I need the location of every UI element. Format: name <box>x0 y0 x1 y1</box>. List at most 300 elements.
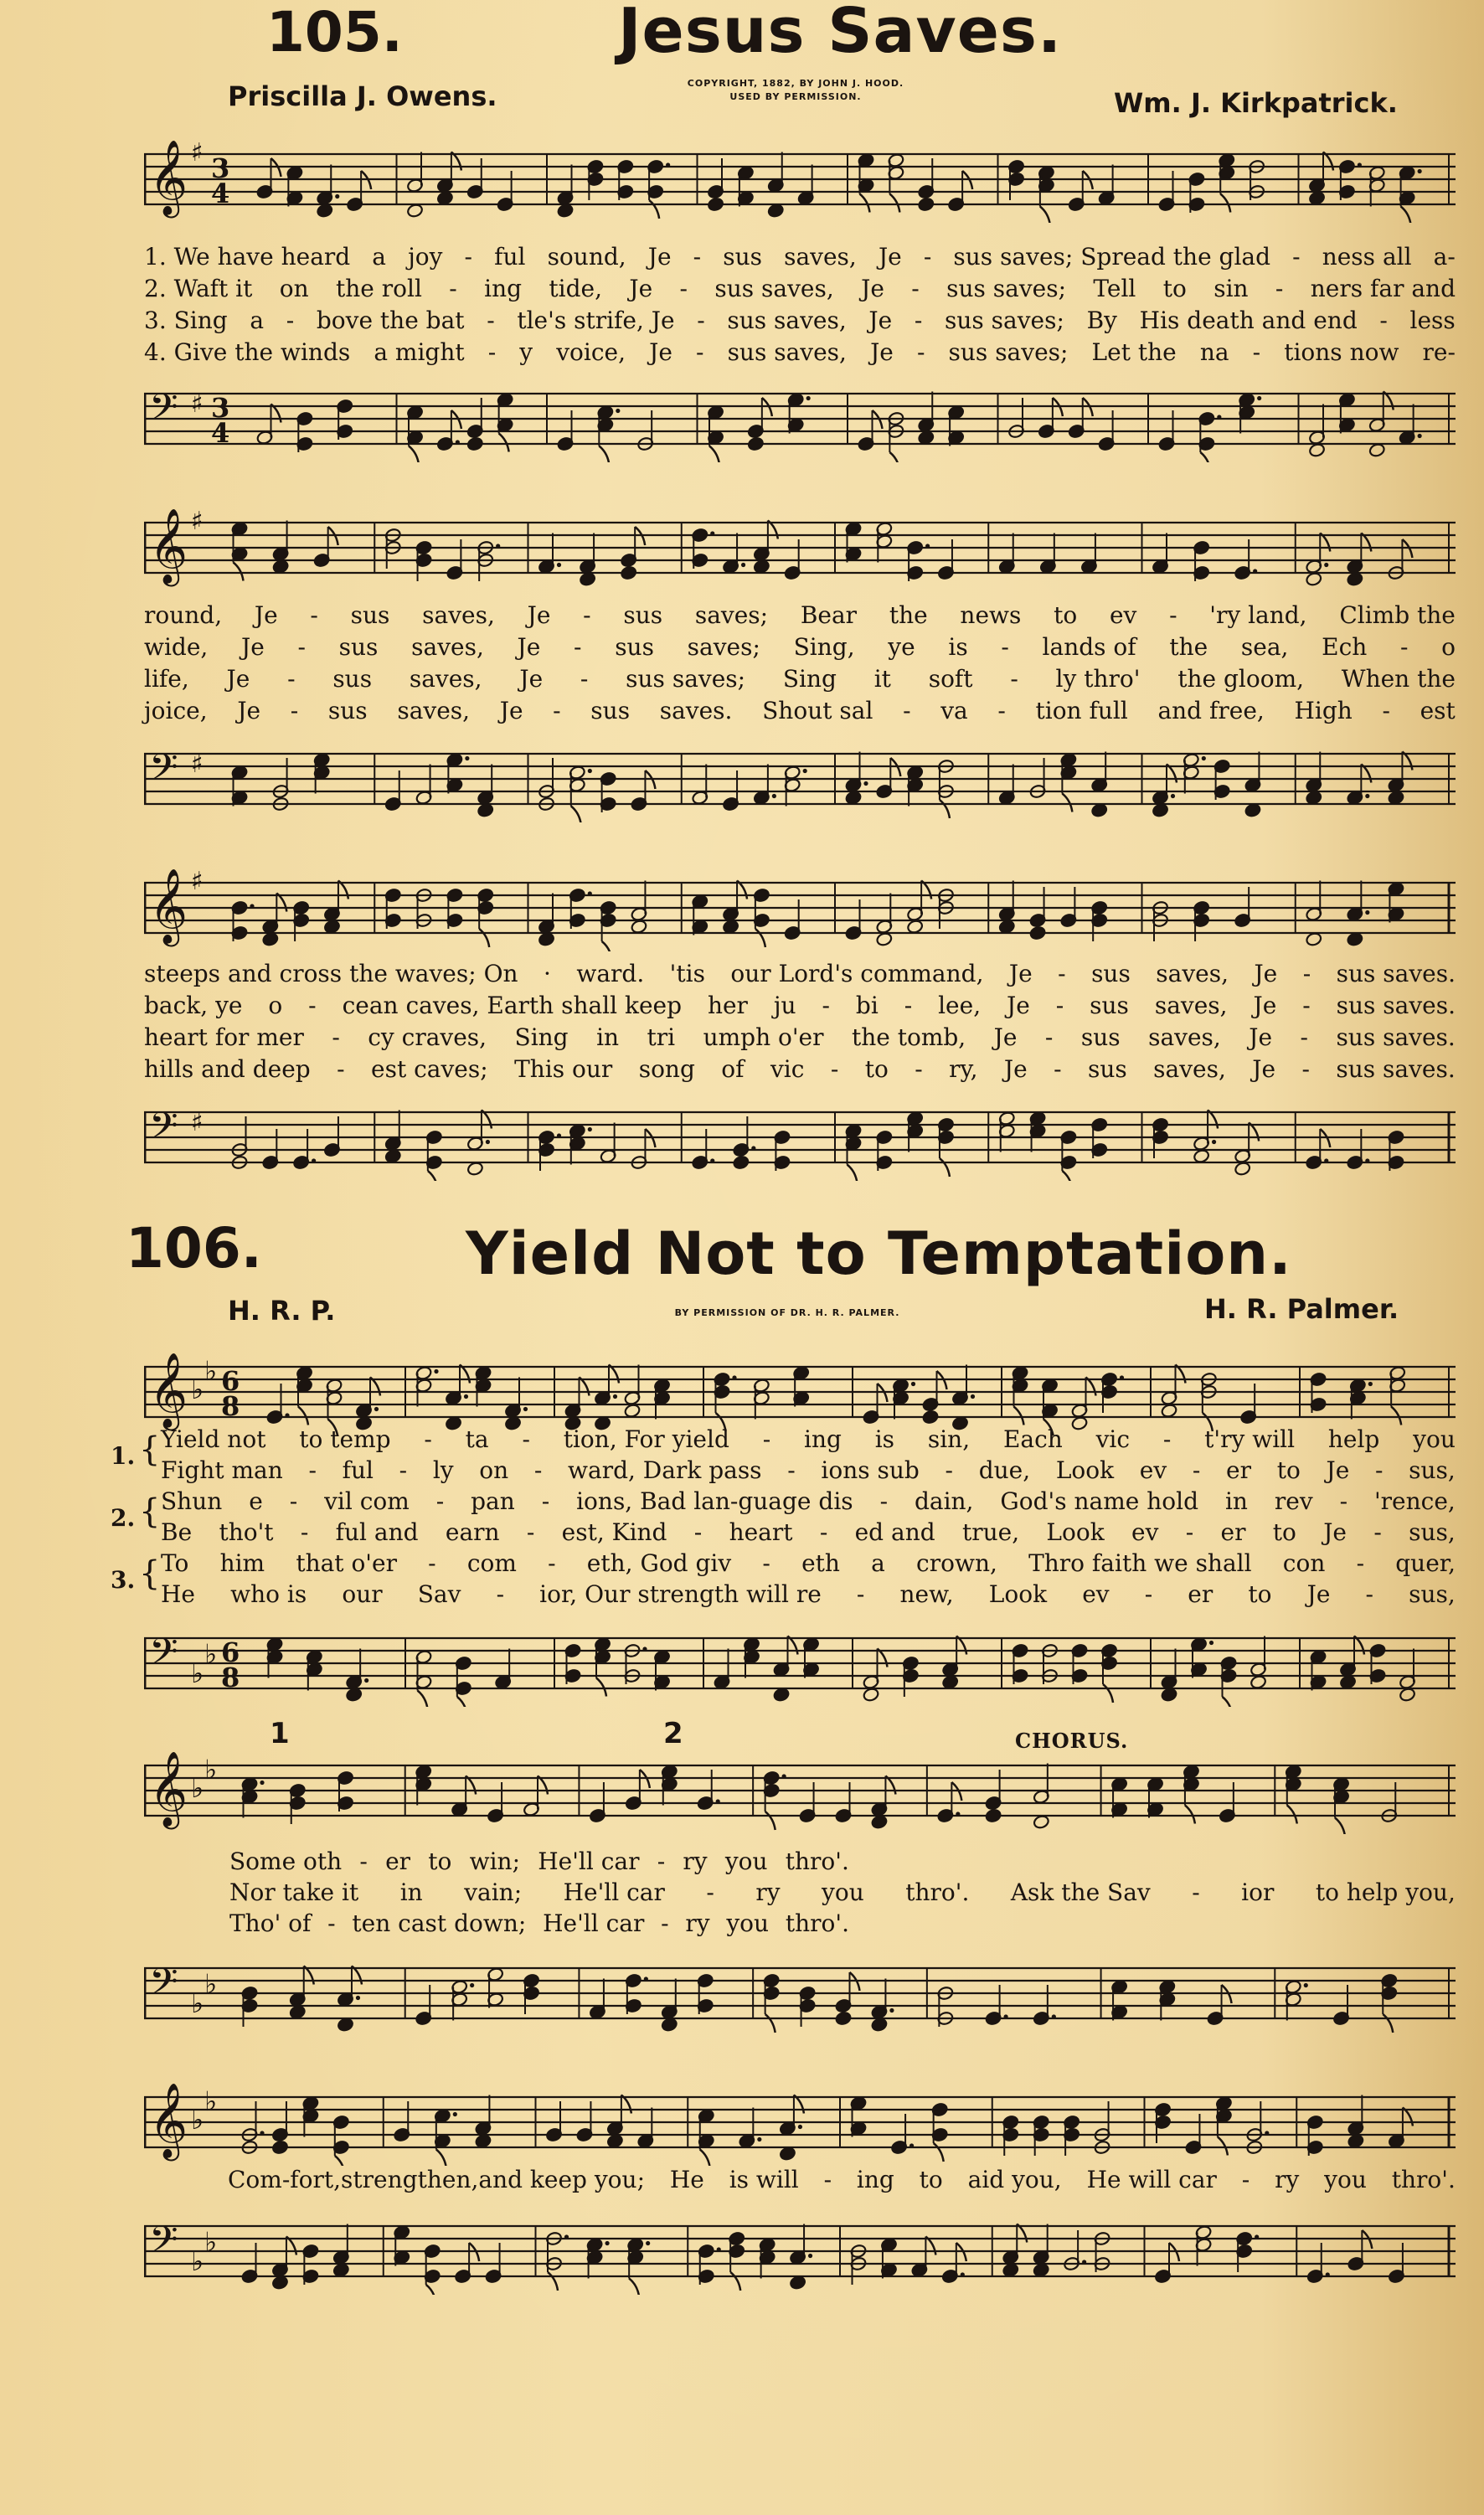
lyric-syllable: His death and end <box>1139 307 1358 334</box>
note-dot <box>356 1996 360 2000</box>
copyright-line-2: USED BY PERMISSION. <box>729 91 862 102</box>
verse-number: 3. <box>111 1566 136 1594</box>
note-dot <box>588 891 592 895</box>
note-head <box>835 2011 852 2026</box>
note-dot <box>453 2112 457 2116</box>
lyric-syllable: and free, <box>1157 697 1265 724</box>
lyric-syllable: to temp <box>299 1425 391 1453</box>
note-head <box>477 802 493 817</box>
lyric-syllable: ten cast down; <box>352 1909 527 1937</box>
lyric-syllable: Je <box>647 243 672 271</box>
note-dot <box>1324 1158 1328 1162</box>
copyright-line-1: COPYRIGHT, 1882, BY JOHN J. HOOD. <box>687 78 904 89</box>
note-dot <box>486 1140 490 1144</box>
note-flag <box>571 807 581 823</box>
lyric-syllable: - <box>449 275 457 302</box>
lyric-syllable: - <box>916 338 925 366</box>
lyric-syllable: our Lord's command, <box>730 960 984 987</box>
lyric-syllable: - <box>697 307 705 334</box>
note-flag <box>1218 2137 1228 2156</box>
treble-clef-icon: 𝄞 <box>149 868 188 944</box>
lyric-syllable: 3. Sing <box>144 307 228 334</box>
hymn-105-title: Jesus Saves. <box>618 0 1063 67</box>
note-dot <box>260 1781 264 1785</box>
lyric-syllable: to help you, <box>1315 1879 1456 1906</box>
lyric-syllable: - <box>1162 1425 1172 1453</box>
lyric-syllable: Shout sal <box>762 697 873 724</box>
lyric-syllable: in <box>399 1879 423 1906</box>
lyric-syllable: sound, <box>547 243 626 271</box>
lyric-syllable: sus saves, <box>727 307 847 334</box>
lyric-syllable: Each <box>1002 1425 1063 1453</box>
lyric-syllable: a <box>250 307 265 334</box>
lyric-syllable: tions now <box>1284 338 1399 366</box>
lyric-syllable: Thro faith we shall <box>1028 1549 1252 1577</box>
lyric-syllable: ry <box>683 1848 708 1875</box>
lyric-syllable: Yield not <box>161 1425 266 1453</box>
note-head <box>922 1410 939 1425</box>
note-dot <box>925 544 930 548</box>
lyric-syllable: who is <box>230 1580 307 1608</box>
lyric-syllable: - <box>787 1456 796 1484</box>
lyric-syllable: to <box>428 1848 452 1875</box>
note-head <box>272 559 289 574</box>
lyric-syllable: to <box>1276 1456 1301 1484</box>
lyric-syllable: He'll car <box>543 1909 645 1937</box>
note-head <box>466 436 483 451</box>
lyric-syllable: Je <box>1323 1518 1347 1546</box>
note-dot <box>456 440 460 444</box>
lyric-syllable: - <box>332 1023 340 1051</box>
note-head <box>557 203 574 218</box>
hymn-105-number: 105. <box>266 0 403 64</box>
lyric-syllable: her <box>707 992 748 1019</box>
lyric-syllable: Nor take it <box>229 1879 359 1906</box>
lyric-syllable: - <box>1301 1055 1310 1083</box>
lyric-syllable: ju <box>773 992 796 1019</box>
lyric-syllable: ly thro' <box>1055 665 1141 693</box>
lyric-syllable: Ech <box>1322 633 1368 661</box>
lyric-syllable: ly <box>432 1456 454 1484</box>
flat-icon: ♭ <box>191 1373 204 1405</box>
lyric-syllable: is will <box>729 2166 799 2193</box>
note-flag <box>457 1697 467 1707</box>
note-head <box>289 2004 306 2019</box>
note-flag <box>730 2272 740 2291</box>
lyric-syllable: - <box>548 1549 556 1577</box>
note-dot <box>312 1158 316 1162</box>
verse-number: 1. <box>111 1442 136 1470</box>
note-head <box>871 1814 888 1829</box>
lyric-syllable: - <box>1241 2166 1250 2193</box>
lyric-syllable: sus saves. <box>1336 960 1456 987</box>
lyric-syllable: crown, <box>916 1549 997 1577</box>
lyric-syllable: Some oth <box>229 1848 343 1875</box>
lyric-syllable: ing <box>856 2166 894 2193</box>
lyric-syllable: it <box>873 665 891 693</box>
lyric-syllable: hills and deep <box>144 1055 311 1083</box>
note-dot <box>434 1369 438 1373</box>
lyric-syllable: steeps and cross the waves; On <box>144 960 518 987</box>
lyric-syllable: true, <box>961 1518 1020 1546</box>
note-dot <box>961 2272 965 2276</box>
lyric-syllable: Je <box>1254 960 1278 987</box>
lyric-syllable: - <box>696 338 704 366</box>
lyric-syllable: sus <box>1090 992 1129 1019</box>
lyric-syllable: sus <box>623 601 663 629</box>
lyric-syllable: - <box>580 665 589 693</box>
flat-icon: ♭ <box>204 1754 218 1786</box>
note-head <box>941 1674 958 1689</box>
hymn-106-author: H. R. P. <box>228 1295 336 1327</box>
lyric-syllable: - <box>583 601 591 629</box>
lyric-syllable: to <box>919 2166 943 2193</box>
note-dot <box>588 1127 592 1131</box>
lyric-syllable: e <box>249 1487 263 1515</box>
lyric-syllable: sus <box>350 601 390 629</box>
lyric-syllable: ions sub <box>821 1456 920 1484</box>
lyric-syllable: quer, <box>1395 1549 1456 1577</box>
lyric-syllable: is <box>948 633 968 661</box>
lyric-syllable: - <box>762 1425 771 1453</box>
lyric-syllable: - <box>904 992 913 1019</box>
lyric-syllable: him <box>219 1549 265 1577</box>
treble-clef-icon: 𝄞 <box>149 1353 188 1428</box>
lyric-syllable: - <box>308 992 317 1019</box>
lyric-syllable: Je <box>1007 992 1030 1019</box>
sharp-icon: ♯ <box>191 138 204 167</box>
lyric-syllable: He'll car <box>538 1848 640 1875</box>
lyric-syllable: - <box>300 1518 309 1546</box>
verse-brace: { <box>139 1492 161 1531</box>
note-dot <box>1257 396 1261 400</box>
lyric-syllable: est, Kind <box>561 1518 667 1546</box>
hymn-106-permission: BY PERMISSION OF DR. H. R. PALMER. <box>674 1307 900 1318</box>
lyric-syllable: - <box>1302 960 1311 987</box>
time-signature-bottom: 4 <box>211 178 230 209</box>
note-dot <box>1304 1983 1308 1987</box>
lyric-syllable: est caves; <box>371 1055 488 1083</box>
lyric-syllable: the tomb, <box>851 1023 966 1051</box>
lyric-syllable: tle's strife, Je <box>517 307 675 334</box>
lyric-syllable: - <box>1302 992 1311 1019</box>
lyric-syllable: sus <box>590 697 631 724</box>
lyric-syllable: God's name hold <box>1000 1487 1199 1515</box>
lyric-syllable: Bear <box>800 601 858 629</box>
lyric-syllable: - <box>819 1518 828 1546</box>
lyric-syllable: 'tis <box>669 960 705 987</box>
note-dot <box>956 1812 960 1816</box>
note-head <box>998 919 1015 934</box>
lyric-syllable: - <box>289 1487 298 1515</box>
note-head <box>1347 571 1363 586</box>
lyric-syllable: dain, <box>914 1487 974 1515</box>
note-dot <box>782 1774 786 1778</box>
treble-clef-icon: 𝄞 <box>149 508 188 584</box>
note-flag <box>1185 1806 1195 1824</box>
lyric-syllable: on <box>279 275 309 302</box>
lyric-syllable: est <box>1420 697 1456 724</box>
note-flag <box>940 1158 950 1177</box>
lyric-syllable: sus saves; <box>946 275 1067 302</box>
lyric-syllable: sin, <box>927 1425 971 1453</box>
lyric-line <box>228 2166 1456 2196</box>
lyric-syllable: ior, Our strength will re <box>539 1580 822 1608</box>
note-flag <box>649 200 659 219</box>
note-head <box>918 430 935 445</box>
note-head <box>1339 1674 1356 1689</box>
lyric-syllable: - <box>657 1848 666 1875</box>
note-dot <box>616 409 620 413</box>
lyric-syllable: - <box>290 697 299 724</box>
lyric-syllable: saves, <box>409 665 482 693</box>
bass-staff <box>144 735 1456 822</box>
lyric-syllable: rev <box>1274 1487 1313 1515</box>
lyric-syllable: Ask the Sav <box>1010 1879 1151 1906</box>
note-dot <box>496 544 500 548</box>
bass-clef-icon: 𝄢 <box>149 745 178 798</box>
lyric-syllable: 2. Waft it <box>144 275 253 302</box>
lyric-syllable: our <box>342 1580 383 1608</box>
lyric-syllable: - <box>1275 275 1284 302</box>
note-dot <box>250 904 254 908</box>
note-dot <box>1202 756 1206 760</box>
lyric-syllable: - <box>1373 1518 1382 1546</box>
note-flag <box>1335 1818 1345 1835</box>
lyric-syllable: sus <box>1091 960 1131 987</box>
lyric-syllable: er <box>1226 1456 1251 1484</box>
note-head <box>406 203 423 218</box>
note-dot <box>613 1394 617 1399</box>
lyric-syllable: - <box>903 697 911 724</box>
note-dot <box>1082 2260 1086 2264</box>
sharp-icon: ♯ <box>191 867 204 896</box>
lyric-syllable: to <box>1248 1580 1272 1608</box>
note-flag <box>1223 1697 1233 1707</box>
lyric-syllable: round, <box>144 601 223 629</box>
lyric-line <box>229 1909 849 1940</box>
lyric-syllable: - <box>308 1456 317 1484</box>
note-dot <box>808 2254 812 2258</box>
lyric-syllable: When the <box>1341 665 1456 693</box>
note-head <box>323 919 340 934</box>
lyric-syllable: a <box>372 243 386 271</box>
lyric-syllable: saves, <box>1148 1023 1221 1051</box>
note-head <box>1090 802 1107 817</box>
lyric-syllable: - <box>706 1879 714 1906</box>
lyric-syllable: ful <box>342 1456 374 1484</box>
note-head <box>906 919 923 934</box>
lyric-syllable: - <box>823 2166 832 2193</box>
lyric-line <box>161 1456 1456 1487</box>
note-head <box>1306 790 1322 805</box>
note-head <box>1033 1814 1049 1829</box>
flat-icon: ♭ <box>204 1638 218 1670</box>
note-dot <box>1120 1375 1124 1379</box>
lyric-syllable: Je <box>517 633 541 661</box>
note-head <box>271 2275 288 2290</box>
hymn-106-title: Yield Not to Temptation. <box>466 1219 1292 1288</box>
lyric-syllable: - <box>945 1456 954 1484</box>
note-flag <box>436 2150 446 2167</box>
note-head <box>606 2133 623 2148</box>
note-dot <box>803 769 807 773</box>
note-head <box>1388 790 1404 805</box>
lyric-syllable: you <box>726 1909 770 1937</box>
note-head <box>985 1808 1002 1823</box>
lyric-syllable: - <box>693 243 702 271</box>
lyric-syllable: tion, For yield <box>563 1425 729 1453</box>
lyric-syllable: ful <box>494 243 526 271</box>
note-head <box>337 2017 353 2032</box>
note-head <box>1347 2133 1364 2148</box>
h106-system-2 <box>144 1717 1456 2052</box>
lyric-syllable: sus <box>1087 1055 1127 1083</box>
flat-icon: ♭ <box>204 2085 218 2117</box>
lyric-syllable: ward, Dark pass <box>568 1456 762 1484</box>
lyric-syllable: This our <box>514 1055 613 1083</box>
lyric-line <box>229 1848 849 1878</box>
lyric-syllable: - <box>1339 1487 1348 1515</box>
lyric-syllable: - <box>1192 1456 1201 1484</box>
lyric-syllable: - <box>830 1055 839 1083</box>
note-flag <box>889 452 899 462</box>
note-head <box>918 197 935 212</box>
note-flag <box>860 194 870 213</box>
lyric-syllable: com <box>466 1549 517 1577</box>
note-dot <box>1418 169 1422 173</box>
bass-clef-icon: 𝄢 <box>149 1104 178 1157</box>
lyric-syllable: Look <box>1055 1456 1115 1484</box>
lyric-syllable: saves; <box>687 633 760 661</box>
lyric-syllable: - <box>553 697 561 724</box>
lyric-syllable: o <box>1441 633 1456 661</box>
lyric-line <box>161 1518 1456 1549</box>
flat-icon: ♭ <box>191 1657 204 1689</box>
flat-icon: ♭ <box>191 2245 204 2277</box>
lyric-syllable: - <box>327 1909 336 1937</box>
lyric-syllable: vic <box>770 1055 805 1083</box>
note-dot <box>971 1394 975 1399</box>
note-flag <box>409 446 419 463</box>
lyric-syllable: · <box>544 960 551 987</box>
note-flag <box>1220 194 1230 213</box>
treble-staff <box>144 136 1456 223</box>
lyric-syllable: 4. Give the winds <box>144 338 351 366</box>
lyric-syllable: con <box>1282 1549 1326 1577</box>
lyric-line <box>144 1023 1456 1054</box>
lyric-syllable: voice, <box>556 338 626 366</box>
lyric-syllable: Je <box>237 697 261 724</box>
lyric-syllable: - <box>1001 633 1009 661</box>
note-flag <box>1383 2014 1393 2033</box>
lyric-syllable: - <box>541 1487 550 1515</box>
lyric-syllable: ry <box>1275 2166 1300 2193</box>
bass-staff <box>144 2208 1456 2295</box>
note-dot <box>717 2247 721 2251</box>
lyric-syllable: heart <box>729 1518 793 1546</box>
lyric-syllable: saves; <box>694 601 769 629</box>
lyric-syllable: Je <box>878 243 902 271</box>
lyric-syllable: a- <box>1433 243 1456 271</box>
note-flag <box>848 1165 858 1182</box>
lyric-syllable: sus saves; Spread the glad <box>953 243 1271 271</box>
lyric-syllable: help <box>1327 1425 1380 1453</box>
lyric-syllable: saves, <box>422 601 495 629</box>
lyric-syllable: - <box>879 1487 889 1515</box>
note-head <box>475 2133 492 2148</box>
lyric-line <box>144 307 1456 337</box>
lyric-syllable: - <box>533 1456 543 1484</box>
note-head <box>707 197 724 212</box>
flat-icon: ♭ <box>191 2104 204 2136</box>
note-head <box>722 919 739 934</box>
lyric-syllable: Sav <box>417 1580 461 1608</box>
bass-clef-icon: 𝄢 <box>149 1960 178 2013</box>
lyric-syllable: ners far and <box>1310 275 1456 302</box>
lyric-syllable: you <box>1324 2166 1367 2193</box>
lyric-syllable: - <box>574 633 582 661</box>
lyric-syllable: Je <box>629 275 653 302</box>
lyric-syllable: 1. We have heard <box>144 243 351 271</box>
sharp-icon: ♯ <box>191 1108 204 1137</box>
note-flag <box>765 2014 775 2033</box>
lyric-line <box>144 243 1456 273</box>
note-dot <box>1418 434 1422 438</box>
note-flag <box>1103 1684 1113 1703</box>
flat-icon: ♭ <box>204 1968 218 2000</box>
note-dot <box>1171 794 1175 798</box>
bass-clef-icon: 𝄢 <box>149 1630 178 1683</box>
lyric-line <box>144 1055 1456 1085</box>
note-flag <box>1014 1407 1024 1425</box>
lyric-syllable: lands of <box>1042 633 1136 661</box>
lyric-syllable: Look <box>988 1580 1048 1608</box>
note-dot <box>465 756 469 760</box>
lyric-syllable: - <box>911 275 920 302</box>
sharp-icon: ♯ <box>191 389 204 419</box>
lyric-syllable: Je <box>870 338 894 366</box>
lyric-syllable: ing <box>484 275 523 302</box>
note-dot <box>523 1407 528 1411</box>
note-flag <box>765 1812 775 1830</box>
lyric-syllable: Shun <box>161 1487 223 1515</box>
lyric-syllable: - <box>337 1055 345 1083</box>
lyric-syllable: - <box>1055 992 1064 1019</box>
lyric-syllable: To <box>161 1549 189 1577</box>
lyric-syllable: ward. <box>576 960 645 987</box>
lyric-syllable: - <box>1300 1023 1308 1051</box>
lyric-syllable: Je <box>226 665 250 693</box>
lyric-syllable: saves, <box>1156 960 1229 987</box>
h105-system-2 <box>144 494 1456 846</box>
lyric-syllable: By <box>1086 307 1117 334</box>
lyric-syllable: eth <box>801 1549 840 1577</box>
note-head <box>579 571 595 586</box>
note-dot <box>642 1647 647 1651</box>
lyric-syllable: sea, <box>1240 633 1289 661</box>
treble-staff <box>144 1348 1456 1435</box>
lyric-syllable: to <box>864 1055 889 1083</box>
note-head <box>1347 931 1363 946</box>
note-flag <box>1401 207 1411 224</box>
note-head <box>773 1687 790 1702</box>
treble-staff <box>144 864 1456 951</box>
lyric-syllable: He'll car <box>563 1879 665 1906</box>
lyric-syllable: Tell <box>1093 275 1136 302</box>
lyric-syllable: High <box>1294 697 1353 724</box>
time-signature-top: 6 <box>221 1636 240 1668</box>
